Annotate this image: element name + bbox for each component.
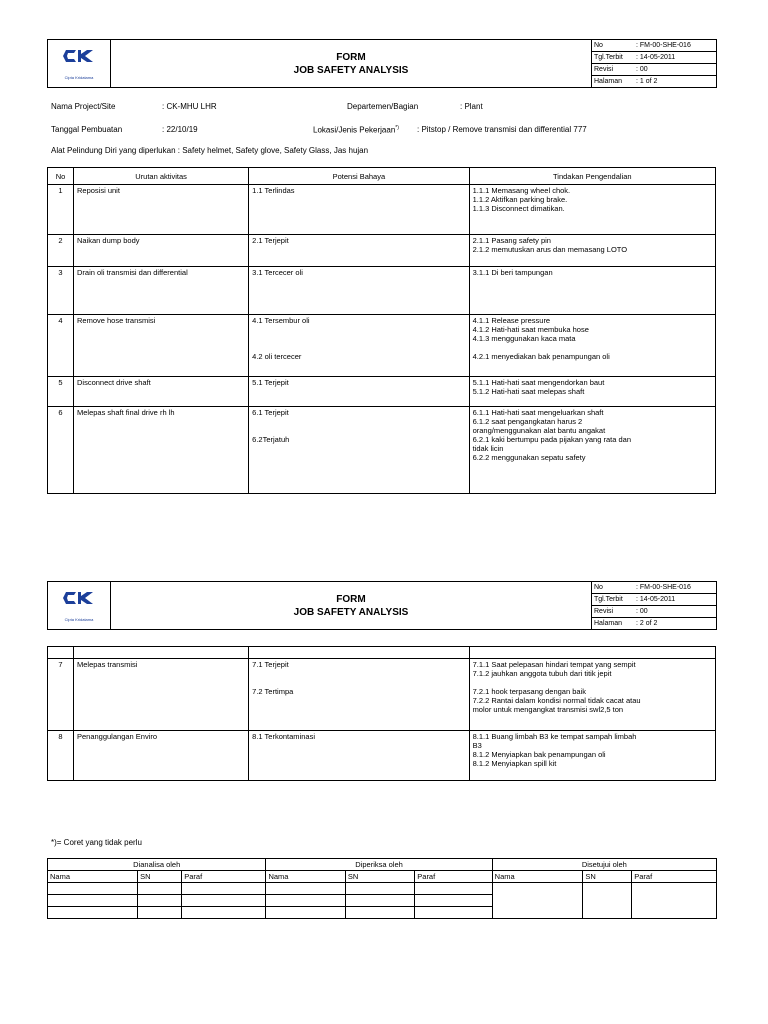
- table-row: [48, 731, 716, 781]
- signature-cell: [48, 895, 138, 907]
- row-control-line: 6.2.2 menggunakan sepatu safety: [472, 453, 586, 462]
- col-activity-header: Urutan aktivitas: [73, 168, 248, 185]
- row-hazard-line: [252, 343, 465, 352]
- row-control-line: 4.1.1 Release pressure: [472, 316, 551, 325]
- signature-cell: [138, 895, 182, 907]
- row-hazard-line: 1.1 Terlindas: [252, 186, 295, 195]
- row-no: 4: [48, 315, 74, 377]
- signature-cell: [266, 895, 345, 907]
- signature-cell: [583, 883, 632, 919]
- meta-value: : 2 of 2: [636, 620, 658, 627]
- row-activity: Disconnect drive shaft: [73, 377, 248, 407]
- group-checked: Diperiksa oleh: [266, 859, 492, 871]
- row-activity: Reposisi unit: [73, 185, 248, 235]
- table-blank-header-row: [48, 647, 716, 659]
- row-hazard-line: [252, 325, 465, 334]
- row-control-line: 8.1.1 Buang limbah B3 ke tempat sampah limbah: [472, 732, 637, 741]
- col-control-header: Tindakan Pengendalian: [469, 168, 715, 185]
- meta-key: Halaman: [594, 78, 623, 85]
- row-hazard-line: 6.1 Terjepit: [252, 408, 289, 417]
- doc-meta-table: [592, 40, 716, 87]
- location-value: : Pitstop / Remove transmisi dan differential 777: [417, 125, 587, 134]
- row-control-line: molor untuk mengangkat transmisi swl2,5 ton: [472, 705, 624, 714]
- signature-cell: [138, 907, 182, 919]
- logo-text: Cipta Kridatama: [64, 616, 94, 622]
- row-hazard-line: 3.1 Tercecer oli: [252, 268, 303, 277]
- signature-cell: [415, 907, 492, 919]
- signature-blank-row: [48, 883, 717, 895]
- row-no: 5: [48, 377, 74, 407]
- col-nama: Nama: [492, 871, 583, 883]
- row-no: 2: [48, 235, 74, 267]
- signature-col-row: [48, 871, 717, 883]
- form-label: FORM: [336, 51, 366, 63]
- signature-group-row: [48, 859, 717, 871]
- company-logo-cell: [48, 582, 111, 630]
- dept-value: : Plant: [460, 102, 483, 111]
- row-hazard-line: [252, 426, 465, 435]
- row-hazard-line: 7.2 Tertimpa: [252, 687, 294, 696]
- row-activity: Penanggulangan Enviro: [73, 731, 248, 781]
- dept-label: Departemen/Bagian: [347, 102, 419, 111]
- meta-value: : FM-00-SHE-016: [634, 582, 716, 594]
- row-control-line: 5.1.2 Hati-hati saat melepas shaft: [472, 387, 585, 396]
- row-hazard-line: 8.1 Terkontaminasi: [252, 732, 315, 741]
- signature-cell: [266, 883, 345, 895]
- row-control-line: 5.1.1 Hati-hati saat mengendorkan baut: [472, 378, 605, 387]
- row-control-line: 7.1.1 Saat pelepasan hindari tempat yang sempit: [472, 660, 636, 669]
- doc-meta-cell: [592, 582, 717, 630]
- row-control: [469, 267, 715, 315]
- header-page-2: [47, 581, 717, 630]
- meta-key: No: [592, 40, 634, 52]
- row-no: 6: [48, 407, 74, 494]
- row-hazard-line: 7.1 Terjepit: [252, 660, 289, 669]
- table-body-page-1: [48, 185, 716, 494]
- row-hazard: [249, 407, 469, 494]
- form-title-cell: [111, 582, 592, 630]
- table-row: [48, 235, 716, 267]
- row-no: 1: [48, 185, 74, 235]
- signature-cell: [182, 907, 266, 919]
- col-sn: SN: [345, 871, 414, 883]
- signature-cell: [182, 883, 266, 895]
- row-control: [469, 185, 715, 235]
- signature-cell: [492, 883, 583, 919]
- meta-value: : 00: [634, 64, 716, 76]
- row-hazard-line: [252, 669, 465, 678]
- row-control-line: [473, 343, 712, 352]
- row-control-line: 7.2.1 hook terpasang dengan baik: [472, 687, 586, 696]
- row-hazard: [249, 185, 469, 235]
- row-control-line: 6.1.1 Hati-hati saat mengeluarkan shaft: [472, 408, 604, 417]
- row-control: [469, 407, 715, 494]
- col-nama: Nama: [48, 871, 138, 883]
- row-hazard: [249, 315, 469, 377]
- row-control: [469, 731, 715, 781]
- row-no: 8: [48, 731, 74, 781]
- col-paraf: Paraf: [632, 871, 717, 883]
- row-hazard-line: 6.2Terjatuh: [252, 435, 290, 444]
- row-activity: Melepas shaft final drive rh lh: [73, 407, 248, 494]
- signature-cell: [415, 883, 492, 895]
- meta-key: Halaman: [594, 620, 623, 627]
- row-control-line: 4.1.3 menggunakan kaca mata: [472, 334, 576, 343]
- row-control-line: 1.1.2 Aktifkan parking brake.: [472, 195, 568, 204]
- row-control-line: 4.2.1 menyediakan bak penampungan oli: [472, 352, 610, 361]
- row-activity: Naikan dump body: [73, 235, 248, 267]
- signature-cell: [345, 883, 414, 895]
- meta-key: Revisi: [592, 64, 634, 76]
- table-row: [48, 315, 716, 377]
- row-hazard-line: 5.1 Terjepit: [252, 378, 289, 387]
- row-hazard: [249, 731, 469, 781]
- row-control-line: 6.1.2 saat pengangkatan harus 2: [472, 417, 583, 426]
- row-control-line: 3.1.1 Di beri tampungan: [472, 268, 553, 277]
- row-hazard: [249, 377, 469, 407]
- form-label: FORM: [336, 593, 366, 605]
- signature-cell: [345, 907, 414, 919]
- col-hazard-header: Potensi Bahaya: [249, 168, 469, 185]
- jsa-table-page-1: [47, 167, 716, 494]
- row-control-line: 6.2.1 kaki bertumpu pada pijakan yang rata dan: [472, 435, 632, 444]
- blank-cell: [48, 647, 74, 659]
- row-control-line: 8.1.2 Menyiapkan bak penampungan oli: [472, 750, 606, 759]
- row-activity: Remove hose transmisi: [73, 315, 248, 377]
- jsa-table-page-2: [47, 646, 716, 781]
- row-control: [469, 659, 715, 731]
- col-paraf: Paraf: [415, 871, 492, 883]
- table-row: [48, 185, 716, 235]
- row-hazard: [249, 659, 469, 731]
- row-control-line: 1.1.1 Memasang wheel chok.: [472, 186, 571, 195]
- company-logo-cell: [48, 40, 111, 88]
- project-value: : CK-MHU LHR: [162, 102, 217, 111]
- col-sn: SN: [583, 871, 632, 883]
- row-hazard-line: [252, 334, 465, 343]
- row-control-line: 7.2.2 Rantai dalam kondisi normal tidak cacat atau: [472, 696, 641, 705]
- row-hazard-line: 4.2 oli tercecer: [252, 352, 302, 361]
- meta-value: : 1 of 2: [636, 78, 658, 85]
- row-control: [469, 235, 715, 267]
- table-body-page-2: [48, 659, 716, 781]
- row-hazard-line: 2.1 Terjepit: [252, 236, 289, 245]
- ck-logo-icon: [62, 590, 96, 612]
- signature-cell: [138, 883, 182, 895]
- col-sn: SN: [138, 871, 182, 883]
- meta-key: Revisi: [592, 606, 634, 618]
- col-no-header: No: [48, 168, 74, 185]
- signature-cell: [415, 895, 492, 907]
- logo-text: Cipta Kridatama: [64, 74, 94, 80]
- table-row: [48, 377, 716, 407]
- doc-meta-cell: [592, 40, 717, 88]
- table-header-row: [48, 168, 716, 185]
- row-control-line: tidak licin: [472, 444, 504, 453]
- meta-key: No: [592, 582, 634, 594]
- row-activity: Melepas transmisi: [73, 659, 248, 731]
- signature-cell: [345, 895, 414, 907]
- table-row: [48, 659, 716, 731]
- group-approved: Disetujui oleh: [492, 859, 716, 871]
- footnote: *)= Coret yang tidak perlu: [51, 838, 142, 847]
- row-control-line: 2.1.1 Pasang safety pin: [472, 236, 551, 245]
- location-sup: *): [395, 125, 399, 131]
- row-control-line: 7.1.2 jauhkan anggota tubuh dari titik jepit: [472, 669, 612, 678]
- row-control-line: 4.1.2 Hati-hati saat membuka hose: [472, 325, 589, 334]
- blank-cell: [73, 647, 248, 659]
- row-control-line: [473, 678, 712, 687]
- signature-cell: [48, 883, 138, 895]
- doc-meta-table: [592, 582, 716, 629]
- group-analyzed: Dianalisa oleh: [48, 859, 266, 871]
- signature-cell: [266, 907, 345, 919]
- signature-table: [47, 858, 717, 919]
- signature-cell: [182, 895, 266, 907]
- date-label: Tanggal Pembuatan: [51, 125, 123, 134]
- meta-key: Tgl.Terbit: [592, 52, 634, 64]
- row-control: [469, 315, 715, 377]
- row-control-line: 1.1.3 Disconnect dimatikan.: [472, 204, 565, 213]
- row-hazard-line: [252, 678, 465, 687]
- signature-cell: [632, 883, 717, 919]
- meta-key: Tgl.Terbit: [592, 594, 634, 606]
- location-label: [313, 125, 399, 135]
- ck-logo-icon: [62, 48, 96, 70]
- date-value: : 22/10/19: [162, 125, 198, 134]
- row-hazard: [249, 267, 469, 315]
- apd-line: Alat Pelindung Diri yang diperlukan : Safety helmet, Safety glove, Safety Glass, Jas hujan: [51, 146, 369, 155]
- row-activity: Drain oli transmisi dan differential: [73, 267, 248, 315]
- row-hazard: [249, 235, 469, 267]
- location-label-text: Lokasi/Jenis Pekerjaan: [313, 125, 396, 135]
- meta-value: : FM-00-SHE-016: [634, 40, 716, 52]
- signature-cell: [48, 907, 138, 919]
- col-nama: Nama: [266, 871, 345, 883]
- form-title-cell: [111, 40, 592, 88]
- blank-cell: [249, 647, 469, 659]
- row-control: [469, 377, 715, 407]
- meta-value: : 14-05-2011: [634, 52, 716, 64]
- row-control-line: B3: [472, 741, 482, 750]
- row-no: 7: [48, 659, 74, 731]
- project-label: Nama Project/Site: [51, 102, 116, 111]
- row-control-line: 8.1.2 Menyiapkan spill kit: [472, 759, 557, 768]
- row-control-line: orang/menggunakan alat bantu angakat: [472, 426, 606, 435]
- table-row: [48, 267, 716, 315]
- meta-value: : 00: [634, 606, 716, 618]
- row-no: 3: [48, 267, 74, 315]
- row-hazard-line: 4.1 Tersembur oli: [252, 316, 310, 325]
- row-hazard-line: [252, 417, 465, 426]
- meta-value: : 14-05-2011: [634, 594, 716, 606]
- header-page-1: [47, 39, 717, 88]
- table-row: [48, 407, 716, 494]
- blank-cell: [469, 647, 715, 659]
- doc-title: JOB SAFETY ANALYSIS: [293, 606, 409, 618]
- doc-title: JOB SAFETY ANALYSIS: [293, 64, 409, 76]
- col-paraf: Paraf: [182, 871, 266, 883]
- row-control-line: 2.1.2 memutuskan arus dan memasang LOTO: [472, 245, 628, 254]
